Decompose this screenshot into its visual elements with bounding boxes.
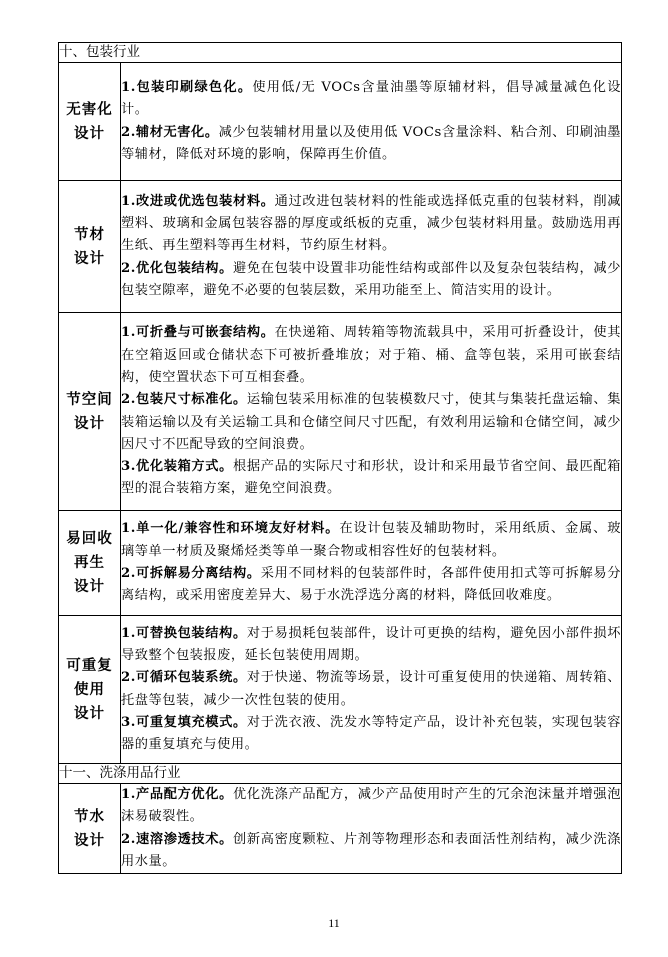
guideline-item — [121, 829, 621, 874]
guideline-item-title: 1.可替换包装结构。 — [121, 625, 247, 641]
guideline-item — [121, 122, 621, 167]
guideline-item — [121, 258, 621, 303]
guideline-content — [121, 181, 622, 313]
category-label-line: 使用 — [74, 680, 105, 698]
guideline-item-text: 运输包装采用标准的包装模数尺寸，使其与集装托盘运输、集装箱运输以及有关运输工具和仓储空间尺寸匹配，有效利用运输和仓储空间，减少因尺寸不匹配导致的空间浪费。 — [121, 392, 621, 452]
guideline-item-title: 1.单一化/兼容性和环境友好材料。 — [121, 521, 340, 537]
category-label-line: 节材 — [74, 225, 105, 243]
guideline-item — [121, 518, 621, 563]
guideline-item-text: 优化洗涤产品配方，减少产品使用时产生的冗余泡沫量并增强泡沫易破裂性。 — [121, 787, 621, 825]
guideline-item — [121, 563, 621, 608]
section-heading: 十、包装行业 — [59, 43, 622, 63]
guideline-item-text: 对于快递、物流等场景，设计可重复使用的快递箱、周转箱、托盘等包装，减少一次性包装的使用。 — [121, 670, 621, 708]
guideline-row — [59, 784, 622, 874]
guideline-item-title: 2.包装尺寸标准化。 — [121, 392, 247, 408]
guideline-item-text: 使用低/无 VOCs含量油墨等原辅材料，倡导减量减色化设计。 — [121, 79, 621, 118]
guideline-content — [121, 313, 622, 511]
guideline-item — [121, 191, 621, 258]
design-category-label — [59, 181, 121, 313]
category-label-line: 设计 — [74, 578, 105, 595]
guideline-item-title: 1.包装印刷绿色化。 — [121, 79, 253, 95]
category-label-line: 再生 — [74, 554, 105, 571]
guideline-item-title: 2.辅材无害化。 — [121, 124, 219, 140]
design-category-label — [59, 63, 121, 181]
guideline-item-text: 根据产品的实际尺寸和形状，设计和采用最节省空间、最匹配箱型的混合装箱方案，避免空间浪费。 — [121, 459, 621, 497]
category-label-line: 设计 — [74, 414, 105, 432]
guideline-item-title: 1.可折叠与可嵌套结构。 — [121, 325, 275, 341]
guideline-row — [59, 63, 622, 181]
guideline-content — [121, 511, 622, 616]
guideline-content — [121, 63, 622, 181]
guideline-item — [121, 322, 621, 389]
guideline-item-title: 2.可拆解易分离结构。 — [121, 566, 261, 581]
guideline-item-text: 对于易损耗包装部件，设计可更换的结构，避免因小部件损坏导致整个包装报废，延长包装使用周期。 — [121, 625, 621, 663]
category-label-line: 可重复 — [66, 656, 113, 674]
category-label-line: 设计 — [74, 124, 105, 142]
guideline-item — [121, 389, 621, 456]
guideline-item-text: 对于洗衣液、洗发水等特定产品，设计补充包装，实现包装容器的重复填充与使用。 — [121, 714, 621, 753]
guideline-item-title: 1.产品配方优化。 — [121, 787, 234, 802]
page-number: 11 — [328, 916, 340, 930]
guideline-row — [59, 511, 622, 616]
category-label-line: 节水 — [74, 807, 105, 825]
guideline-item — [121, 623, 621, 668]
category-label-line: 设计 — [74, 704, 105, 722]
category-label-line: 设计 — [74, 831, 105, 849]
section-heading: 十一、洗涤用品行业 — [59, 764, 622, 784]
guideline-item-text: 创新高密度颗粒、片剂等物理形态和表面活性剂结构，减少洗涤用水量。 — [121, 831, 621, 869]
category-label-line: 节空间 — [66, 390, 113, 408]
guideline-row — [59, 181, 622, 313]
guideline-row — [59, 616, 622, 764]
section-heading-row — [59, 43, 622, 63]
guideline-item-title: 3.可重复填充模式。 — [121, 714, 247, 730]
guideline-item-title: 3.优化装箱方式。 — [121, 459, 234, 475]
guideline-content — [121, 616, 622, 764]
guideline-row — [59, 313, 622, 511]
design-guidelines-table — [58, 42, 622, 874]
category-label-line: 无害化 — [66, 100, 113, 118]
guideline-item-text: 采用不同材料的包装部件时，各部件使用扣式等可拆解易分离结构，或采用密度差异大、易于水洗浮选分离的材料，降低回收难度。 — [121, 566, 621, 604]
guideline-item — [121, 712, 621, 757]
guideline-item — [121, 667, 621, 712]
guideline-content — [121, 784, 622, 874]
design-category-label — [59, 511, 121, 616]
section-heading-row — [59, 764, 622, 784]
design-category-label — [59, 616, 121, 764]
guideline-item-title: 2.优化包装结构。 — [121, 260, 234, 276]
category-label-line: 设计 — [74, 249, 105, 267]
guideline-item-text: 减少包装辅材用量以及使用低 VOCs含量涂料、粘合剂、印刷油墨等辅材，降低对环境的影响，保障再生价值。 — [121, 124, 622, 162]
guideline-item-title: 2.速溶渗透技术。 — [121, 831, 234, 847]
guideline-item — [121, 784, 621, 829]
guideline-item — [121, 456, 621, 501]
guideline-item-text: 在快递箱、周转箱等物流载具中，采用可折叠设计，使其在空箱返回或仓储状态下可被折叠堆放；对于箱、桶、盒等包装，采用可嵌套结构，使空置状态下可互相套叠。 — [121, 325, 622, 385]
design-category-label — [59, 313, 121, 511]
guideline-item-title: 2.可循环包装系统。 — [121, 670, 247, 686]
design-category-label — [59, 784, 121, 874]
guideline-item-text: 避免在包装中设置非功能性结构或部件以及复杂包装结构，减少包装空隙率，避免不必要的包装层数，采用功能至上、简洁实用的设计。 — [121, 260, 621, 298]
guideline-item-text: 通过改进包装材料的性能或选择低克重的包装材料，削减塑料、玻璃和金属包装容器的厚度或纸板的克重，减少包装材料用量。鼓励选用再生纸、再生塑料等再生材料，节约原生材料。 — [121, 193, 622, 254]
guideline-item-title: 1.改进或优选包装材料。 — [121, 193, 275, 209]
guideline-item-text: 在设计包装及辅助物时，采用纸质、金属、玻璃等单一材质及聚烯烃类等单一聚合物或相容性好的包装材料。 — [121, 521, 621, 559]
category-label-line: 易回收 — [66, 530, 113, 547]
guideline-item — [121, 77, 621, 122]
